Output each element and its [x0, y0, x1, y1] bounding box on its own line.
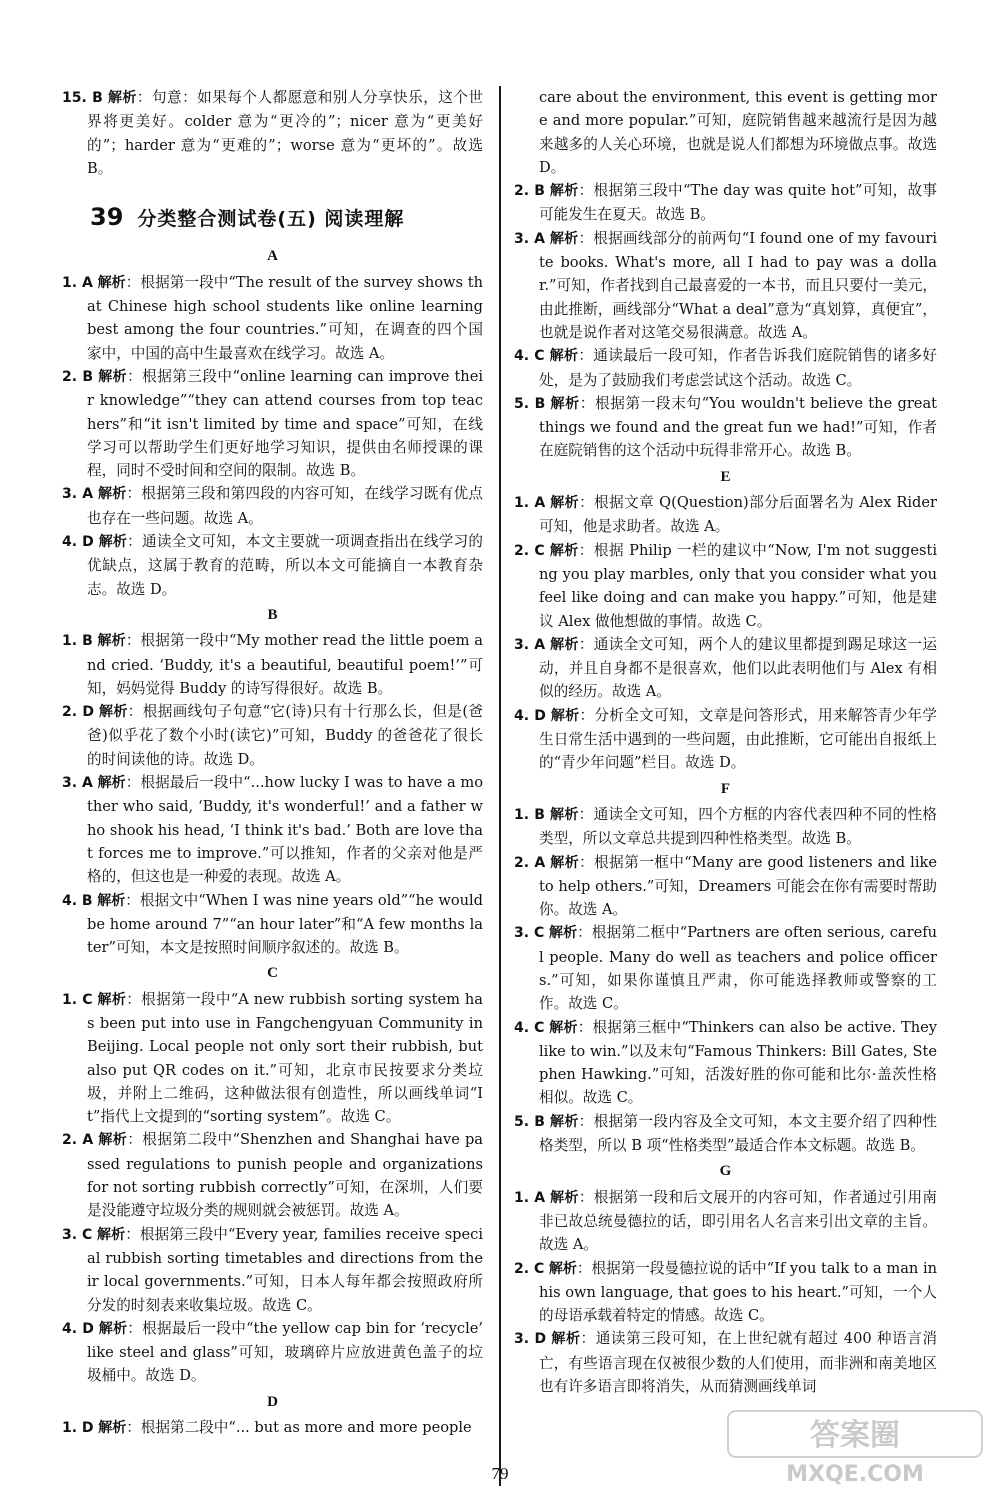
answer-item — [62, 86, 483, 180]
answer-item — [62, 1128, 483, 1222]
analysis-label: 解析 — [548, 1260, 577, 1277]
unit-title: 分类整合测试卷(五) 阅读理解 — [137, 208, 405, 231]
analysis-label: 解析 — [107, 90, 137, 106]
answer-text: ：根据画线句子句意“它(诗)只有十行那么长，但是(爸爸)似乎花了数个小时(读它)”可知，Buddy 的爸爸花了很长的时间读他的诗。故选 D。 — [87, 703, 484, 768]
answer-item — [62, 1223, 483, 1317]
answer-item — [514, 1016, 937, 1110]
answer-text: ：通读最后一段可知，作者告诉我们庭院销售的诸多好处，是为了鼓励我们考虑尝试这个活动。故选 C。 — [539, 347, 937, 389]
answer-number: 3. A — [62, 486, 94, 503]
answer-text: ：分析全文可知，文章是问答形式，用来解答青少年学生日常生活中遇到的一些问题，由此推断，它可能出自报纸上的“青少年问题”栏目。故选 D。 — [539, 706, 938, 772]
answer-text: ：根据 Philip 一栏的建议中“Now, I'm not suggesting you play marbles, only that you consider what you feel like doing and can make you happy.”可知，他是建议 Alex 做他想做的事情。故选 C。 — [539, 541, 937, 630]
answer-item — [514, 392, 937, 463]
analysis-label: 解析 — [97, 991, 127, 1008]
answer-item — [514, 1327, 937, 1398]
analysis-label: 解析 — [550, 495, 580, 512]
answer-item — [62, 889, 483, 960]
analysis-label: 解析 — [97, 892, 126, 909]
answer-item — [62, 530, 483, 601]
analysis-label: 解析 — [98, 1132, 128, 1149]
pre-items — [62, 86, 483, 180]
section-letter: F — [720, 780, 731, 797]
analysis-label: 解析 — [97, 486, 127, 503]
answer-text: ：根据第三段中“Every year, families receive special rubbish sorting timetables and directions from their local governments.”可知，日本人每年都会按照政府所分发的时刻表来收集垃圾。故选 C。 — [87, 1225, 484, 1314]
right-column — [514, 86, 937, 1398]
right-sections — [514, 466, 937, 1399]
answer-number: 4. D — [62, 1320, 94, 1337]
answer-item — [514, 539, 937, 633]
section-c — [62, 962, 483, 1387]
answer-item — [62, 1317, 483, 1388]
analysis-label: 解析 — [98, 1420, 127, 1437]
analysis-label: 解析 — [98, 368, 128, 385]
section-a — [62, 245, 483, 600]
answer-number: 4. D — [514, 707, 546, 724]
answer-number: 2. A — [514, 854, 546, 871]
answer-number: 1. D — [62, 1420, 94, 1437]
answer-text: ：句意：如果每个人都愿意和别人分享快乐，这个世界将更美好。colder 意为“更冷的”；nicer 意为“更美好的”；harder 意为“更难的”；worse 意为“更坏的”。故选 B。 — [87, 89, 483, 177]
answer-item — [514, 851, 937, 922]
analysis-label: 解析 — [550, 1189, 579, 1206]
page-number-text: 79 — [491, 1464, 509, 1483]
analysis-label: 解析 — [97, 274, 126, 291]
analysis-label: 解析 — [97, 633, 126, 650]
answer-item — [62, 482, 483, 530]
analysis-label: 解析 — [549, 348, 579, 365]
answer-number: 4. D — [62, 534, 94, 551]
section-letter: D — [267, 1393, 278, 1410]
section-f — [514, 778, 937, 1158]
section-d-continued — [514, 179, 937, 463]
section-b — [62, 604, 483, 959]
answer-text: ：根据最后一段中“the yellow cap bin for ‘recycle’ like steel and glass”可知，玻璃碎片应放进黄色盖子的垃圾桶中。故选 D。 — [87, 1319, 484, 1385]
section-g — [514, 1160, 937, 1398]
answer-text: ：根据第二段中“... but as more and more people — [126, 1419, 472, 1437]
analysis-label: 解析 — [97, 1226, 126, 1243]
answer-text: ：根据第一段中“My mother read the little poem and cried. ‘Buddy, it's a beautiful, beautiful poem!’”可知，妈妈觉得 Buddy 的诗写得很好。故选 B。 — [87, 632, 483, 697]
answer-text: ：根据第三段中“The day was quite hot”可知，故事可能发生在夏天。故选 B。 — [539, 182, 938, 224]
left-column — [62, 86, 483, 1440]
answer-text: ：根据第一段曼德拉说的话中“If you talk to a man in his own language, that goes to his heart.”可知，一个人的母语承载着特定的情感。故选 C。 — [539, 1259, 938, 1325]
section-letter: E — [720, 468, 731, 485]
answer-item — [514, 227, 937, 344]
answer-text: ：根据最后一段中“...how lucky I was to have a mother who said, ‘Buddy, it's wonderful!’ and a father who shook his head, ‘I think it's bad.’ Both are love that forces me to improve.”可以推知，作者的父亲对他是严格的，但这也是一种爱的表现。故选 A。 — [87, 774, 484, 886]
section-letter: A — [267, 248, 278, 265]
analysis-label: 解析 — [549, 230, 579, 247]
answer-number: 1. A — [62, 274, 93, 291]
section-e — [514, 466, 937, 775]
answer-number: 3. D — [514, 1331, 547, 1348]
answer-number: 1. B — [62, 633, 93, 650]
answer-item — [62, 271, 483, 365]
answer-number: 1. A — [514, 495, 546, 512]
analysis-label: 解析 — [97, 775, 126, 792]
analysis-label: 解析 — [550, 707, 580, 724]
analysis-label: 解析 — [551, 1331, 581, 1348]
answer-number: 3. A — [514, 230, 546, 247]
section-letter: C — [267, 965, 278, 982]
answer-text: ：根据文章 Q(Question)部分后面署名为 Alex Rider 可知，他是求助者。故选 A。 — [539, 494, 937, 536]
answer-item — [514, 633, 937, 704]
answer-number: 5. B — [514, 1113, 545, 1130]
answer-item — [62, 365, 483, 482]
answer-number: 5. B — [514, 395, 546, 412]
unit-heading — [62, 203, 483, 232]
answer-text: ：通读第三段可知，在上世纪就有超过 400 种语言消亡，有些语言现在仅被很少数的人们使用，而非洲和南美地区也有许多语言即将消失，从而猜测画线单词 — [539, 1330, 938, 1396]
answer-number: 1. C — [62, 991, 93, 1008]
answer-number: 2. B — [62, 368, 94, 385]
answer-text: ：根据第一段和后文展开的内容可知，作者通过引用南非已故总统曼德拉的话，即引用名人名言来引出文章的主旨。故选 A。 — [539, 1188, 937, 1254]
answer-number: 4. C — [514, 1019, 545, 1036]
watermark-logo — [720, 1405, 990, 1490]
answer-number: 2. B — [514, 183, 545, 200]
column-divider — [499, 86, 501, 1486]
answer-text: ：根据画线部分的前两句“I found one of my favourite books. What's more, all I had to pay was a dollar.”可知，作者找到自己最喜爱的一本书，而且只要付一美元，由此推断，画线部分“What a deal”意为“真划算，真便宜”，也就是说作者对这笔交易很满意。故选 A。 — [539, 229, 937, 341]
answer-text: ：根据第一段末句“You wouldn't believe the great things we found and the great fun we had!”可知，作者在庭院销售的这个活动中玩得非常开心。故选 B。 — [539, 394, 938, 460]
answer-number: 3. A — [62, 775, 93, 792]
analysis-label: 解析 — [549, 183, 579, 200]
answer-number: 1. B — [514, 806, 545, 823]
answer-number: 15. B — [62, 90, 103, 106]
answer-item — [514, 1186, 937, 1257]
section-letter: B — [267, 606, 278, 623]
answer-number: 2. D — [62, 704, 94, 721]
answer-text: ：通读全文可知，两个人的建议里都提到踢足球这一运动，并且自身都不是很喜欢，他们以此表明他们与 Alex 有相似的经历。故选 A。 — [539, 635, 937, 701]
answer-item — [62, 988, 483, 1129]
answer-item — [62, 629, 483, 700]
answer-number: 1. A — [514, 1189, 546, 1206]
analysis-label: 解析 — [549, 925, 578, 942]
answer-text: ：根据第一框中“Many are good listeners and like to help others.”可知，Dreamers 可能会在你有需要时帮助你。故选 A。 — [539, 853, 938, 919]
left-sections — [62, 245, 483, 1440]
answer-text: ：通读全文可知，四个方框的内容代表四种不同的性格类型，所以文章总共提到四种性格类型。故选 B。 — [539, 805, 938, 848]
answer-number: 3. A — [514, 636, 546, 653]
answer-text: ：根据第二框中“Partners are often serious, careful people. Many do well as teachers and police officers.”可知，如果你谨慎且严肃，你可能选择教师或警察的工作。故选 C。 — [539, 924, 938, 1013]
answer-number: 2. C — [514, 1260, 545, 1277]
analysis-label: 解析 — [98, 704, 128, 721]
answer-item — [514, 344, 937, 392]
section-letter: G — [719, 1163, 732, 1180]
analysis-label: 解析 — [550, 395, 580, 412]
answer-item — [514, 803, 937, 851]
answer-text: ：根据第三框中“Thinkers can also be active. They like to win.”以及末句“Famous Thinkers: Bill Gates, Stephen Hawking.”可知，活泼好胜的你可能和比尔·盖茨性格相似。故选 C。 — [539, 1018, 938, 1107]
analysis-label: 解析 — [549, 1019, 578, 1036]
answer-item — [62, 700, 483, 771]
answer-text: ：根据第三段和第四段的内容可知，在线学习既有优点也存在一些问题。故选 A。 — [87, 485, 483, 527]
answer-item — [514, 1257, 937, 1328]
answer-item — [514, 179, 937, 227]
answer-text: ：通读全文可知，本文主要就一项调查指出在线学习的优缺点，这属于教育的范畴，所以本文可能摘自一本教育杂志。故选 D。 — [87, 533, 483, 598]
section-d — [62, 1391, 483, 1441]
analysis-label: 解析 — [98, 1320, 128, 1337]
page-number — [480, 1464, 520, 1484]
watermark-subtext: MXQE.COM — [786, 1462, 924, 1487]
answer-item — [514, 921, 937, 1015]
answer-item — [514, 704, 937, 775]
answer-item — [514, 1110, 937, 1158]
answer-text: ：根据文中“When I was nine years old”“he would be home around 7”“an hour later”和“A few months later”可知，本文是按照时间顺序叙述的。故选 B。 — [87, 891, 484, 957]
answer-text: ：根据第一段内容及全文可知，本文主要介绍了四种性格类型，所以 B 项“性格类型”最适合作本文标题。故选 B。 — [539, 1112, 938, 1155]
answer-text: ：根据第二段中“Shenzhen and Shanghai have passed regulations to punish people and organizations for not sorting rubbish correctly”可知，在深圳，人们要是没能遵守垃圾分类的规则就会被惩罚。故选 A。 — [87, 1131, 483, 1220]
answer-item — [62, 1416, 483, 1440]
answer-item — [514, 491, 937, 539]
analysis-label: 解析 — [549, 806, 579, 823]
answer-text: ：根据第一段中“The result of the survey shows that Chinese high school students like online learning best among the four countries.”可知，在调查的四个国家中，中国的高中生最喜欢在线学习。故选 A。 — [87, 273, 483, 362]
unit-number: 39 — [90, 203, 124, 232]
answer-number: 3. C — [514, 925, 545, 942]
answer-item — [62, 771, 483, 888]
answer-number: 4. C — [514, 348, 545, 365]
answer-number: 4. B — [62, 892, 93, 909]
analysis-label: 解析 — [550, 854, 580, 871]
answer-text: ：根据第一段中“A new rubbish sorting system has been put into use in Fangchengyuan Community in Beijing. Local people not only sort their rubbish, but also put QR codes on it.”可知，北京市民按要求分类垃圾，并附上二维码，这种做法很有创造性，所以画线单词“It”指代上文提到的“sorting system”。故选 C。 — [87, 990, 484, 1126]
analysis-label: 解析 — [98, 534, 128, 551]
answer-number: 2. A — [62, 1132, 94, 1149]
analysis-label: 解析 — [549, 1113, 579, 1130]
analysis-label: 解析 — [549, 542, 579, 559]
answer-text: ：根据第三段中“online learning can improve their knowledge”“they can attend courses from top teachers”和“it isn't limited by time and space”可知，在线学习可以帮助学生们更好地学习知识，提供由名师授课的课程，同时不受时间和空间的限制。故选 B。 — [87, 367, 484, 480]
answer-number: 2. C — [514, 542, 545, 559]
watermark-text: 答案圈 — [810, 1418, 900, 1453]
continuation-text — [514, 86, 937, 179]
continuation-body: care about the environment, this event is getting more and more popular.”可知，庭院销售越来越流行是因为越来越多的人关心环境，也就是说人们都想为环境做点事。故选 D。 — [539, 89, 937, 176]
analysis-label: 解析 — [550, 636, 579, 653]
answer-number: 3. C — [62, 1226, 93, 1243]
